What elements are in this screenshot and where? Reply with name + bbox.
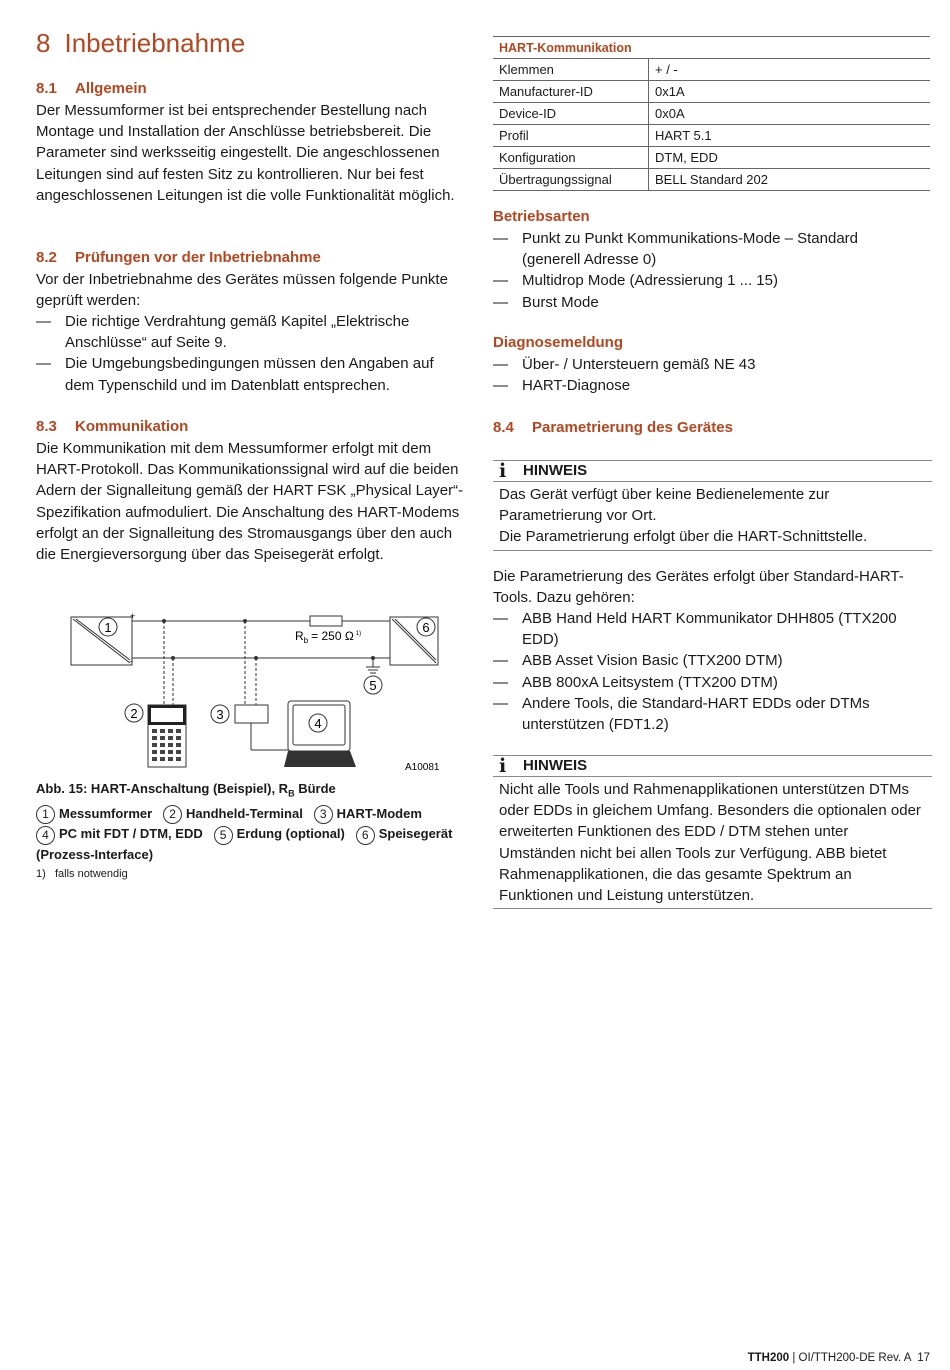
- table-row: [493, 125, 930, 147]
- legend-number: 5: [214, 826, 233, 845]
- footer-product: TTH200: [747, 1352, 790, 1364]
- section-title: Prüfungen vor der Inbetriebnahme: [75, 249, 321, 266]
- list-item: — Die richtige Verdrahtung gemäß Kapitel „Elektrische Anschlüsse“ auf Seite 9.: [36, 311, 456, 353]
- table-row: [493, 147, 930, 169]
- hinweis-body: [493, 482, 932, 550]
- table-value: BELL Standard 202: [649, 169, 931, 191]
- chapter-heading: [36, 28, 245, 59]
- table-header: HART-Kommunikation: [493, 37, 930, 59]
- table-value: 0x1A: [649, 81, 931, 103]
- hinweis-header: [493, 461, 932, 482]
- footer-doc: | OI/TTH200-DE Rev. A 17: [789, 1352, 930, 1364]
- list-item: — Andere Tools, die Standard-HART EDDs oder DTMs unterstützen (FDT1.2): [493, 693, 923, 735]
- footnote: [36, 868, 128, 880]
- diagnose-heading: Diagnosemeldung: [493, 334, 624, 351]
- section-8-3-heading: [36, 418, 188, 435]
- section-8-3-text: Die Kommunikation mit dem Messumformer erfolgt mit dem HART-Protokoll. Das Kommunikationssignal wird auf die beiden Adern der Signalleitung gemäß der HART FSK „Physical Layer“-Spezifikation aufmoduliert. Die Anschaltung des HART-Modems erfolgt an der Signalleitung des Stromausgangs über den auch die Energieversorgung über das Speisegerät erfolgt.: [36, 440, 464, 564]
- diagnose-list: [493, 354, 913, 396]
- legend-tail: (Prozess-Interface): [36, 846, 154, 862]
- plus-terminal: +: [130, 611, 136, 621]
- caption-legend: [36, 804, 476, 864]
- hinweis-title: HINWEIS: [523, 757, 588, 774]
- figure-code: A10081: [405, 762, 440, 773]
- list-item: — Die Umgebungsbedingungen müssen den Angaben auf dem Typenschild und im Datenblatt entsprechen.: [36, 353, 456, 395]
- legend-label: Speisegerät: [378, 826, 453, 842]
- hinweis-box-1: [493, 460, 932, 551]
- legend-label: Erdung (optional): [236, 826, 345, 842]
- table-row: [493, 103, 930, 125]
- param-list: [493, 608, 923, 735]
- legend-number: 1: [36, 805, 55, 824]
- label-4: 4: [314, 716, 322, 731]
- chapter-number: 8: [36, 28, 51, 58]
- info-icon: i: [499, 755, 507, 777]
- section-8-1-text: Der Messumformer ist bei entsprechender Bestellung nach Montage und Installation der Anschlüsse betriebsbereit. Die Parameter sind werksseitig eingestellt. Die angeschlossenen Leitungen sind auf festen Sitz zu kontrollieren. Nur bei fest angeschlossenen Leitungen ist die volle Funktionalität möglich.: [36, 102, 455, 204]
- hart-table: [493, 36, 930, 191]
- betriebsarten-list: [493, 228, 913, 313]
- table-key: Übertragungssignal: [493, 169, 649, 191]
- minus-terminal: -: [130, 656, 133, 666]
- page-footer: [748, 1352, 930, 1364]
- info-icon: i: [499, 460, 507, 482]
- legend-label: PC mit FDT / DTM, EDD: [59, 826, 203, 842]
- table-key: Profil: [493, 125, 649, 147]
- section-title: Kommunikation: [75, 418, 189, 435]
- legend-number: 2: [163, 805, 182, 824]
- hinweis-line: Die Parametrierung erfolgt über die HART-Schnittstelle.: [499, 528, 868, 546]
- table-row: [493, 59, 930, 81]
- param-intro: Die Parametrierung des Gerätes erfolgt über Standard-HART-Tools. Dazu gehören:: [493, 568, 904, 607]
- section-number: 8.4: [493, 419, 514, 436]
- section-title: Parametrierung des Gerätes: [532, 419, 733, 436]
- table-value: + / -: [649, 59, 931, 81]
- table-row: [493, 81, 930, 103]
- list-item: — Burst Mode: [493, 292, 913, 313]
- figure-caption: [36, 779, 476, 864]
- label-1: 1: [104, 620, 112, 635]
- list-item: — ABB Hand Held HART Kommunikator DHH805 (TTX200 EDD): [493, 608, 923, 650]
- table-key: Konfiguration: [493, 147, 649, 169]
- betriebsarten-heading: Betriebsarten: [493, 208, 590, 225]
- table-key: Manufacturer-ID: [493, 81, 649, 103]
- hinweis-title: HINWEIS: [523, 462, 588, 479]
- list-item: — Punkt zu Punkt Kommunikations-Mode – Standard (generell Adresse 0): [493, 228, 913, 270]
- list-item: — ABB Asset Vision Basic (TTX200 DTM): [493, 650, 923, 671]
- label-5: 5: [369, 678, 377, 693]
- section-8-2-list: [36, 311, 456, 396]
- table-value: 0x0A: [649, 103, 931, 125]
- section-number: 8.1: [36, 80, 57, 97]
- section-8-2-heading: [36, 249, 321, 266]
- section-8-4-heading: [493, 419, 733, 436]
- footnote-mark: 1): [36, 868, 46, 880]
- legend-label: HART-Modem: [336, 806, 422, 822]
- table-key: Klemmen: [493, 59, 649, 81]
- hinweis-body: Nicht alle Tools und Rahmenapplikationen unterstützen DTMs oder EDDs in gleichem Umfang. Besonders die optionalen oder erweiterten Funktionen des EDD / DTM stehen unter Umständen nicht bei allen Tools zur Verfügung. ABB bietet Rahmenapplikationen, die das gesamte Spektrum an Funktionen und Leistung unterstützen.: [499, 781, 921, 905]
- label-3: 3: [216, 707, 224, 722]
- hinweis-header: [493, 756, 932, 777]
- legend-label: Handheld-Terminal: [186, 806, 303, 822]
- hart-wiring-diagram: [60, 605, 450, 775]
- chapter-title: Inbetriebnahme: [64, 28, 246, 58]
- hinweis-box-2: [493, 755, 932, 909]
- list-item: — ABB 800xA Leitsystem (TTX200 DTM): [493, 672, 923, 693]
- legend-number: 3: [314, 805, 333, 824]
- table-value: DTM, EDD: [649, 147, 931, 169]
- table-row: [493, 169, 930, 191]
- label-2: 2: [130, 706, 138, 721]
- list-item: — Multidrop Mode (Adressierung 1 ... 15): [493, 270, 913, 291]
- rb-label: $R_b = 250$ Ω $^{1)}$: [295, 629, 362, 645]
- legend-number: 4: [36, 826, 55, 845]
- table-value: HART 5.1: [649, 125, 931, 147]
- label-6: 6: [422, 620, 430, 635]
- legend-number: 6: [356, 826, 375, 845]
- section-number: 8.3: [36, 418, 57, 435]
- list-item: — Über- / Untersteuern gemäß NE 43: [493, 354, 913, 375]
- section-8-2-intro: Vor der Inbetriebnahme des Gerätes müssen folgende Punkte geprüft werden:: [36, 271, 448, 310]
- legend-label: Messumformer: [59, 806, 153, 822]
- caption-title: Abb. 15: HART-Anschaltung (Beispiel), $R_B$ Bürde: [36, 781, 336, 799]
- table-key: Device-ID: [493, 103, 649, 125]
- section-number: 8.2: [36, 249, 57, 266]
- list-item: — HART-Diagnose: [493, 375, 913, 396]
- footnote-text: falls notwendig: [54, 868, 128, 880]
- section-title: Allgemein: [75, 80, 147, 97]
- hinweis-line: Das Gerät verfügt über keine Bedienelemente zur Parametrierung vor Ort.: [499, 486, 830, 525]
- section-8-1-heading: [36, 80, 147, 97]
